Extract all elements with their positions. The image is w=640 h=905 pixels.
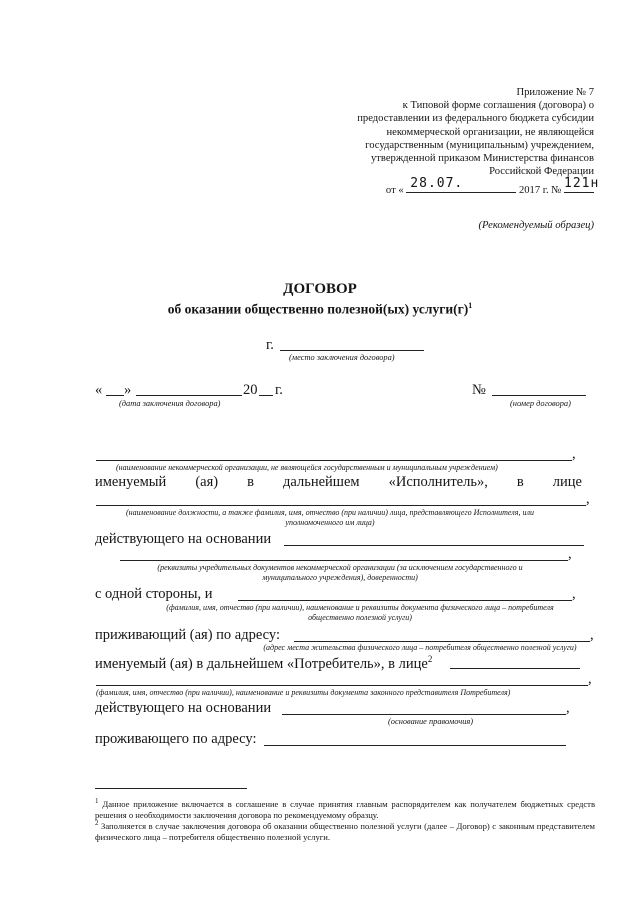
comma: , — [566, 700, 570, 716]
footnote-ref-2: 2 — [427, 654, 433, 664]
order-number: 121н — [564, 176, 600, 192]
footnote-2: $^2$ Заполняется в случае заключения договора об оказании общественно полезной услуги (далее – Договор) с законным представителем физического лица – потребителя общественно полезной услуги. — [95, 819, 595, 842]
address-caption: (адрес места жительства физического лица – потребителя общественно полезной услуги) — [263, 643, 577, 652]
organization-field — [96, 460, 572, 461]
representative-field — [96, 505, 586, 506]
comma: , — [590, 627, 594, 643]
acting-basis-label-2: действующего на основании — [95, 700, 272, 716]
authority-basis-field — [282, 714, 566, 715]
month-field — [136, 395, 242, 396]
number-caption: (номер договора) — [510, 399, 571, 408]
order-date: 28.07. — [410, 176, 464, 192]
comma: , — [568, 546, 572, 562]
place-caption: (место заключения договора) — [289, 353, 395, 362]
comma: , — [588, 671, 592, 687]
order-line — [357, 176, 600, 197]
residing-address-field — [294, 641, 590, 642]
date-close-quote: » — [124, 382, 132, 398]
header-line: к Типовой форме соглашения (договора) о — [402, 100, 594, 112]
order-date-field — [406, 176, 472, 193]
representative-details-field — [96, 685, 588, 686]
order-number-field — [564, 176, 600, 193]
residing-label: приживающий (ая) по адресу: — [95, 627, 280, 643]
header-line: государственным (муниципальным) учреждением, — [365, 139, 594, 151]
place-field — [280, 350, 424, 351]
year-suffix: г. — [275, 382, 283, 398]
position-caption: (наименование должности, а также фамилия, имя, отчество (при наличии) лица, представляющего Исполнителя, или — [126, 508, 534, 517]
acting-basis-label: действующего на основании — [95, 531, 272, 547]
acting-basis-field — [284, 545, 584, 546]
one-side-label: с одной стороны, и — [95, 586, 213, 602]
documents-caption: (реквизиты учредительных документов некоммерческой организации (за исключением государственного и — [157, 563, 523, 572]
consumer-representative-field — [450, 668, 580, 669]
year-prefix: 20 — [243, 382, 258, 398]
consumer-caption-cont: общественно полезной услуги) — [308, 613, 412, 622]
day-field — [106, 395, 124, 396]
document-subtitle: об оказании общественно полезной(ых) $услуги(г)^1$ — [167, 301, 473, 317]
representative-caption: (фамилия, имя, отчество (при наличии), наименование и реквизиты документа законного представителя Потребителя) — [96, 688, 511, 697]
comma: , — [586, 491, 590, 507]
footnote-1: $^1$ Данное приложение включается в соглашение в случае принятия главным распорядителем как получателем бюджетных средств решения о необходимости заключения договора по рекомендуемому образцу. — [95, 797, 595, 820]
document-title: ДОГОВОР — [283, 281, 357, 297]
documents-caption-cont: муниципального учреждения), доверенности) — [262, 573, 418, 582]
header-line: утвержденной приказом Министерства финансов — [370, 153, 594, 165]
consumer-caption: (фамилия, имя, отчество (при наличии), наименование и реквизиты документа физического лица – потребителя — [166, 603, 554, 612]
header-line: Российской Федерации — [489, 166, 594, 178]
number-field — [492, 395, 586, 396]
consumer-field — [238, 600, 572, 601]
executor-named-line: именуемый (ая) в дальнейшем «Исполнитель», в лице — [95, 474, 582, 490]
date-open-quote: « — [95, 382, 103, 398]
consumer-named-line: именуемый (ая) в дальнейшем «Потребитель», в лице$^2$ — [95, 654, 433, 672]
order-year: 2017 г. № — [518, 185, 562, 197]
documents-field — [120, 560, 568, 561]
number-label: № — [472, 382, 486, 398]
position-caption-cont: уполномоченного им лица) — [285, 518, 375, 527]
organization-caption: (наименование некоммерческой организации, не являющейся государственным и муниципальным учреждением) — [116, 463, 498, 472]
appendix-number: Приложение № 7 — [516, 87, 594, 98]
order-prefix: от « — [385, 185, 404, 197]
year-field — [259, 395, 273, 396]
appendix-header — [357, 86, 600, 198]
footnote-separator — [95, 788, 247, 789]
place-prefix: г. — [266, 337, 274, 353]
residing-address-field-2 — [264, 745, 566, 746]
date-caption: (дата заключения договора) — [119, 399, 221, 408]
comma: , — [572, 446, 576, 462]
footnote-ref-1: 1 — [468, 301, 473, 310]
residing-label-2: проживающего по адресу: — [95, 731, 257, 747]
header-line: предоставлении из федерального бюджета субсидии — [357, 113, 594, 125]
header-line: некоммерческой организации, не являющейся — [386, 126, 594, 138]
comma: , — [572, 586, 576, 602]
recommended-sample-note: (Рекомендуемый образец) — [478, 220, 594, 231]
authority-caption: (основание правомочия) — [388, 717, 474, 726]
